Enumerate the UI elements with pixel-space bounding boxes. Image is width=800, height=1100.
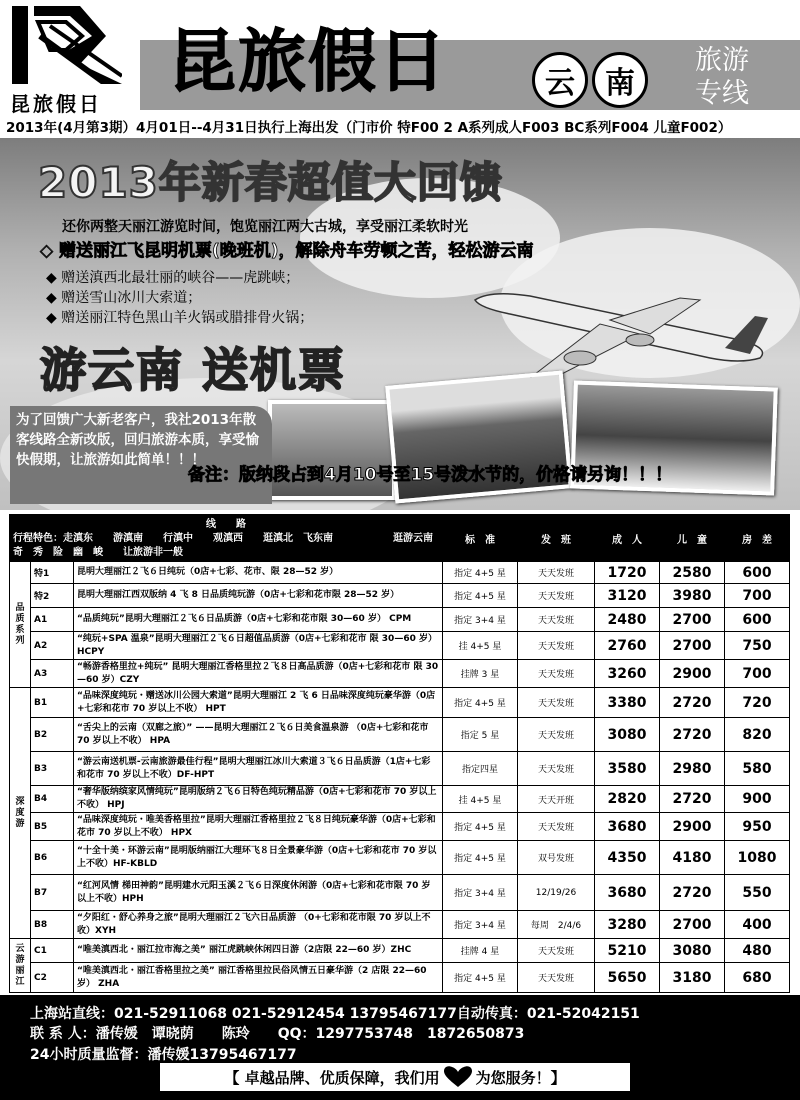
route-desc: “舌尖上的云南（双廊之旅）” ——昆明大理丽江２飞６日美食温泉游 （0店+七彩和花市 70 岁以上不收） HPA [74,718,443,752]
table-row [10,718,790,752]
route-desc: “唯美滇西北・丽江香格里拉之美” 丽江香格里拉民俗风情五日豪华游（2 店限 22—60 岁） ZHA [74,963,443,993]
adult-price: 3120 [595,584,660,608]
route-desc: “夕阳红・舒心养身之旅”昆明大理丽江２飞六日品质游 （0+七彩和花市限 70 岁以上不收）XYH [74,911,443,939]
room-diff: 580 [725,752,790,786]
room-diff: 900 [725,786,790,813]
slogan-right: 为您服务！】 [475,1068,566,1087]
child-price: 2580 [660,562,725,584]
adult-price: 3580 [595,752,660,786]
route-standard: 挂 4+5 星 [443,632,518,660]
category-premium: 品质系列 [10,562,31,688]
region-char-2: 南 [592,52,648,108]
child-price: 2720 [660,786,725,813]
route-code: B7 [31,875,74,911]
gift-item: ◆ 赠送滇西北最壮丽的峡谷——虎跳峡； [46,268,313,288]
child-price: 2720 [660,718,725,752]
route-desc: “唯美滇西北・丽江拉市海之美” 丽江虎跳峡休闲四日游（2店限 22—60 岁）ZHC [74,939,443,963]
adult-price: 3680 [595,875,660,911]
route-code: B2 [31,718,74,752]
route-code: B6 [31,841,74,875]
route-standard: 挂牌 4 星 [443,939,518,963]
child-price: 4180 [660,841,725,875]
contacts-line: 联 系 人：潘传媛 谭晓荫 陈玲 QQ：1297753748 1872650873 [30,1026,525,1042]
route-code: 特1 [31,562,74,584]
route-departure: 天天发班 [518,813,595,841]
promo-note: 为了回馈广大新老客户，我社2013年散客线路全新改版，回归旅游本质，享受愉快假期，让旅游如此简单！！！ [10,406,272,504]
route-standard: 指定 4+5 星 [443,813,518,841]
table-row [10,688,790,718]
route-code: B5 [31,813,74,841]
route-type-label [682,44,762,110]
route-standard: 指定 3+4 星 [443,608,518,632]
route-price-table [9,514,790,993]
room-diff: 1080 [725,841,790,875]
route-type-line-1: 旅游 [695,45,749,76]
route-type-line-2: 专线 [695,78,749,109]
room-diff: 550 [725,875,790,911]
itinerary-features: 行程特色：走滇东 游滇南 行滇中 观滇西 逛滇北 飞东南 逛游云南 奇 秀 险 幽 峻 让旅游非一般 [10,531,443,562]
room-diff: 720 [725,688,790,718]
route-code: B3 [31,752,74,786]
route-standard: 指定 4+5 星 [443,688,518,718]
adult-price: 1720 [595,562,660,584]
header-route: 线 路 [10,515,443,531]
promo-slogan: 游云南 送机票 [40,343,347,397]
route-standard: 指定 3+4 星 [443,911,518,939]
route-desc: 昆明大理丽江２飞６日纯玩（0店+七彩、花市、限 28—52 岁） [74,562,443,584]
gift-item: ◆ 赠送雪山冰川大索道； [46,288,313,308]
adult-price: 3380 [595,688,660,718]
header-departure: 发 班 [518,515,595,562]
logo-icon [10,6,122,84]
route-departure: 天天发班 [518,660,595,688]
table-row [10,813,790,841]
promo-banner [0,138,800,510]
adult-price: 4350 [595,841,660,875]
header-standard: 标 准 [443,515,518,562]
supervision-line: 24小时质量监督：潘传媛13795467177 [30,1047,297,1063]
table-row [10,660,790,688]
child-price: 2720 [660,688,725,718]
route-code: C1 [31,939,74,963]
promo-title: 2013年新春超值大回馈 [38,158,503,207]
route-departure: 天天发班 [518,939,595,963]
room-diff: 600 [725,562,790,584]
route-code: C2 [31,963,74,993]
route-desc: 昆明大理丽江西双版纳 4 飞 8 日品质纯玩游（0店+七彩和花市限 28—52 岁） [74,584,443,608]
category-lijiang: 云游丽江 [10,939,31,993]
room-diff: 820 [725,718,790,752]
table-row [10,911,790,939]
route-standard: 指定 4+5 星 [443,584,518,608]
brand-title: 昆旅假日 [168,22,449,102]
route-standard: 挂牌 3 星 [443,660,518,688]
route-desc: “品质纯玩”昆明大理丽江２飞６日品质游（0店+七彩和花市限 30—60 岁） CPM [74,608,443,632]
route-departure: 天天发班 [518,608,595,632]
table-header-row [10,515,790,531]
route-desc: “红河风情 梯田神韵”昆明建水元阳玉溪２飞６日深度休闲游（0店+七彩和花市限 70 岁以上不收）HPH [74,875,443,911]
route-code: 特2 [31,584,74,608]
adult-price: 3260 [595,660,660,688]
table-row [10,963,790,993]
room-diff: 750 [725,632,790,660]
gift-item: ◆ 赠送丽江特色黑山羊火锅或腊排骨火锅； [46,308,313,328]
route-code: B8 [31,911,74,939]
route-standard: 指定 3+4 星 [443,875,518,911]
child-price: 2700 [660,632,725,660]
child-price: 2700 [660,911,725,939]
logo-text: 昆旅假日 [10,92,102,116]
adult-price: 2760 [595,632,660,660]
route-departure: 12/19/26 [518,875,595,911]
table-row [10,608,790,632]
promo-highlight: ◇ 赠送丽江飞昆明机票(晚班机)，解除舟车劳顿之苦，轻松游云南 [40,241,534,261]
promo-subtitle: 还你两整天丽江游览时间，饱览丽江两大古城，享受丽江柔软时光 [62,219,468,235]
route-desc: “奢华版纳缤家风情纯玩”昆明版纳２飞６日特色纯玩精品游（0店+七彩和花市 70 岁以上不收） HPJ [74,786,443,813]
room-diff: 400 [725,911,790,939]
route-standard: 指定 5 星 [443,718,518,752]
route-desc: “十全十美・环游云南”昆明版纳丽江大理环飞８日全景豪华游（0店+七彩和花市 70 岁以上不收）HF-KBLD [74,841,443,875]
route-departure: 天天发班 [518,584,595,608]
header-room: 房 差 [725,515,790,562]
header-child: 儿 童 [660,515,725,562]
route-desc: “纯玩+SPA 温泉”昆明大理丽江２飞６日超值品质游（0店+七彩和花市 限 30—60 岁） HCPY [74,632,443,660]
route-departure: 天天开班 [518,786,595,813]
route-departure: 天天发班 [518,562,595,584]
room-diff: 600 [725,608,790,632]
table-row [10,752,790,786]
route-code: A3 [31,660,74,688]
category-deep: 深度游 [10,688,31,939]
adult-price: 2820 [595,786,660,813]
route-standard: 挂 4+5 星 [443,786,518,813]
route-departure: 每周 2/4/6 [518,911,595,939]
child-price: 2700 [660,608,725,632]
child-price: 3980 [660,584,725,608]
adult-price: 3680 [595,813,660,841]
child-price: 3180 [660,963,725,993]
route-departure: 天天发班 [518,963,595,993]
room-diff: 700 [725,660,790,688]
gift-list [46,268,313,328]
route-desc: “游云南送机票-云南旅游最佳行程”昆明大理丽江冰川大索道３飞６日品质游（1店+七彩和花市 70 岁以上不收）DF-HPT [74,752,443,786]
route-standard: 指定 4+5 星 [443,963,518,993]
adult-price: 3280 [595,911,660,939]
table-row [10,786,790,813]
adult-price: 5210 [595,939,660,963]
adult-price: 3080 [595,718,660,752]
route-departure: 天天发班 [518,632,595,660]
route-departure: 天天发班 [518,718,595,752]
route-desc: “畅游香格里拉+纯玩” 昆明大理丽江香格里拉２飞８日高品质游（0店+七彩和花市 限 30—60 岁）CZY [74,660,443,688]
landscape-photo [268,400,396,500]
child-price: 2900 [660,660,725,688]
route-code: A2 [31,632,74,660]
child-price: 2720 [660,875,725,911]
company-logo [10,6,122,116]
footer-slogan [160,1063,630,1091]
child-price: 3080 [660,939,725,963]
table-row [10,841,790,875]
route-desc: “品味深度纯玩・唯美香格里拉”昆明大理丽江香格里拉２飞８日纯玩豪华游（0店+七彩和花市 70 岁以上不收） HPX [74,813,443,841]
room-diff: 680 [725,963,790,993]
route-departure: 天天发班 [518,752,595,786]
route-desc: “品味深度纯玩・赠送冰川公园大索道”昆明大理丽江 2 飞 6 日品味深度纯玩豪华游（0店+七彩和花市 70 岁以上不收） HPT [74,688,443,718]
room-diff: 950 [725,813,790,841]
table-row [10,632,790,660]
route-departure: 双号发班 [518,841,595,875]
hotline-line: 上海站直线：021-52911068 021-52912454 13795467177自动传真：021-52042151 [30,1006,640,1022]
room-diff: 480 [725,939,790,963]
table-row [10,939,790,963]
table-row [10,875,790,911]
route-standard: 指定四星 [443,752,518,786]
adult-price: 2480 [595,608,660,632]
schedule-line: 2013年(4月第3期）4月01日--4月31日执行上海出发（门市价 特F00 2 A系列成人F003 BC系列F004 儿童F002） [6,120,732,136]
heart-icon [444,1066,472,1088]
route-departure: 天天发班 [518,688,595,718]
airplane-image [470,278,790,388]
contact-footer [0,995,800,1100]
region-char-1: 云 [532,52,588,108]
adult-price: 5650 [595,963,660,993]
header-adult: 成 人 [595,515,660,562]
child-price: 2980 [660,752,725,786]
route-standard: 指定 4+5 星 [443,562,518,584]
route-code: A1 [31,608,74,632]
child-price: 2900 [660,813,725,841]
route-code: B1 [31,688,74,718]
table-row [10,584,790,608]
table-row [10,562,790,584]
room-diff: 700 [725,584,790,608]
route-standard: 指定 4+5 星 [443,841,518,875]
route-code: B4 [31,786,74,813]
slogan-left: 【 卓越品牌、优质保障，我们用 [224,1068,440,1087]
promo-remark: 备注：版纳段占到4月10号至15号泼水节的，价格请另询！！！ [188,465,673,485]
header [0,0,800,115]
